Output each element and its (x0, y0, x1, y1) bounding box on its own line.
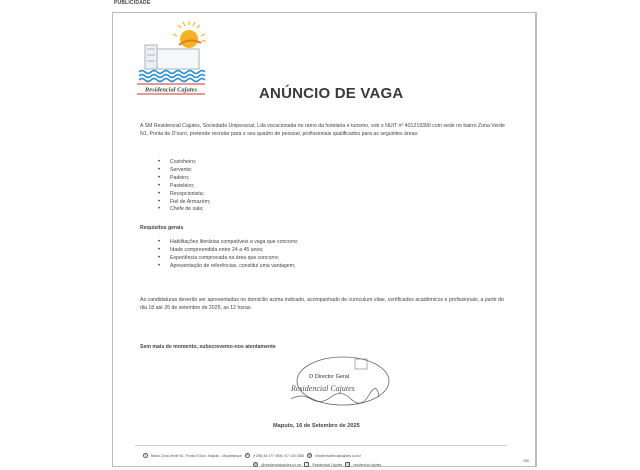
building-icon (145, 45, 199, 69)
list-item: • Servente; (158, 167, 210, 175)
waves-icon (139, 71, 205, 82)
footer-social (253, 462, 381, 467)
list-item: • Chefe de sala; (158, 206, 210, 214)
footer-email[interactable]: info@residencialcajutes.co.mz (315, 453, 361, 458)
list-item: • Padeiro; (158, 175, 210, 183)
job-areas-list (158, 159, 210, 214)
list-item: • Pasteleiro; (158, 183, 210, 191)
intro-paragraph: A SM Residencial Cajutes, Sociedade Unipessoal, Lda vocacionada no ramo da hotelaria e turismo, sob o NUIT nº 401219390 com sede no bairro Zona Verde N1, Ponta de D'ouro, pretende recrutar para o seu quadro de pessoal, profissionais qualificados para as seguintes áreas: (140, 123, 505, 138)
facebook-icon: f (304, 462, 309, 467)
page-title: ANÚNCIO DE VAGA (259, 85, 404, 102)
globe-icon: ◍ (254, 462, 257, 466)
closing-text: Sem mais de momento, subscrevemo-nos atentamente (140, 344, 276, 350)
page-number: 456 (523, 459, 529, 463)
company-logo (131, 19, 211, 99)
list-item: • Idade compreendida entre 24 a 45 anos; (158, 247, 299, 255)
list-item: • Fiel de Armazém; (158, 199, 210, 207)
footer-address: Bairro Zona Verde N1, Ponta D'Ouro, Maputo - Moçambique (151, 453, 242, 458)
location-icon: ⌖ (144, 453, 147, 457)
footer-facebook[interactable]: Residencial Cajutes (312, 462, 343, 467)
footer-website[interactable]: @residencialcajutes.co.mz (261, 462, 302, 467)
requirements-heading: Requisitos gerais (140, 225, 184, 231)
footer-instagram[interactable]: residencial cajutes (353, 462, 382, 467)
footer-phone: (+258) 84 377 4906 / 87 433 3366 (252, 453, 305, 458)
signatory-role: O Director Geral (309, 374, 350, 380)
requirements-list (158, 239, 299, 271)
list-item: • Habilitações literárias compatíveis a vaga que concorre; (158, 239, 299, 247)
job-ad-page (112, 12, 537, 467)
list-item: • Experiência comprovada na área que concorre; (158, 255, 299, 263)
email-icon: @ (308, 453, 312, 457)
list-item: • Cozinheiro; (158, 159, 210, 167)
applications-paragraph: As candidaturas deverão ser apresentadas no domicílio acima indicado, acompanhado de curriculum vitae, certificados acadêmicos e profissionais, a partir do dia 18 até 26 de setembro de 2025, as 12 horas. (140, 297, 504, 312)
instagram-icon: ◎ (346, 462, 350, 466)
section-label: PUBLICIDADE (114, 0, 151, 6)
stamp-brand: Residencial Cajutes (291, 384, 355, 393)
date-line: Maputo, 16 de Setembro de 2025 (273, 423, 360, 429)
footer-divider (135, 445, 507, 446)
sun-icon (173, 21, 206, 48)
list-item: • Apresentação de referências, constitui uma vantagem; (158, 263, 299, 271)
list-item: • Recepcionista; (158, 191, 210, 199)
footer-contacts (143, 453, 361, 458)
logo-brand-text: Residencial Cajutes (144, 86, 198, 94)
signature-stamp (281, 351, 401, 411)
phone-icon: ✆ (245, 453, 249, 457)
